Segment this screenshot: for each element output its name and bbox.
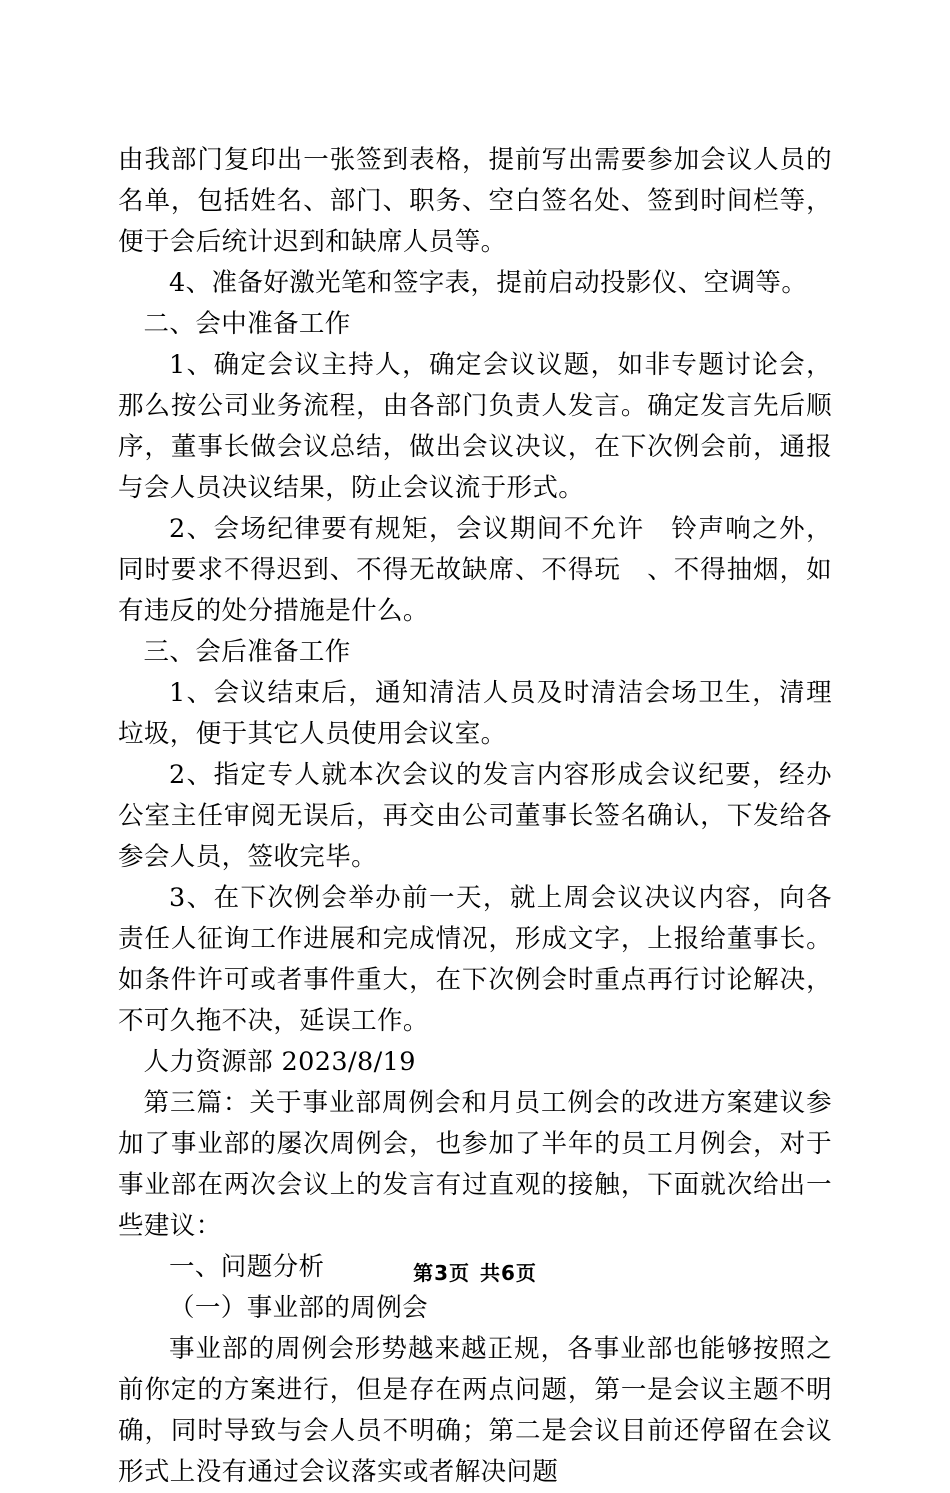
paragraph: 由我部门复印出一张签到表格，提前写出需要参加会议人员的名单，包括姓名、部门、职务、空白签名处、签到时间栏等，便于会后统计迟到和缺席人员等。 bbox=[118, 145, 832, 257]
signature-line: 人力资源部 2023/8/19 bbox=[143, 1047, 416, 1077]
paragraph: 第三篇：关于事业部周例会和月员工例会的改进方案建议参加了事业部的屡次周例会，也参加了半年的员工月例会，对于事业部在两次会议上的发言有过直观的接触，下面就次给出一些建议： bbox=[118, 1088, 832, 1241]
document-body bbox=[118, 140, 832, 1493]
paragraph: 3、在下次例会举办前一天，就上周会议决议内容，向各责任人征询工作进展和完成情况，形成文字，上报给董事长。如条件许可或者事件重大，在下次例会时重点再行讨论解决，不可久拖不决，延误工作。 bbox=[118, 883, 832, 1036]
section-heading: 一、问题分析 bbox=[169, 1252, 325, 1282]
footer-total-pages: 共6页 bbox=[480, 1261, 537, 1285]
paragraph: 4、准备好激光笔和签字表，提前启动投影仪、空调等。 bbox=[169, 268, 808, 298]
page-footer bbox=[0, 1257, 950, 1286]
paragraph: 2、指定专人就本次会议的发言内容形成会议纪要，经办公室主任审阅无误后，再交由公司董事长签名确认，下发给各参会人员，签收完毕。 bbox=[118, 760, 832, 872]
paragraph: 1、确定会议主持人，确定会议议题，如非专题讨论会，那么按公司业务流程，由各部门负责人发言。确定发言先后顺序，董事长做会议总结，做出会议决议，在下次例会前，通报与会人员决议结果，防止会议流于形式。 bbox=[118, 350, 832, 503]
footer-current-page: 第3页 bbox=[413, 1261, 470, 1285]
paragraph: 事业部的周例会形势越来越正规，各事业部也能够按照之前你定的方案进行，但是存在两点问题，第一是会议主题不明确，同时导致与会人员不明确；第二是会议目前还停留在会议形式上没有通过会议落实或者解决问题 bbox=[118, 1334, 832, 1487]
subsection-heading: （一）事业部的周例会 bbox=[169, 1293, 429, 1323]
section-heading: 二、会中准备工作 bbox=[143, 309, 351, 339]
section-heading: 三、会后准备工作 bbox=[143, 637, 351, 667]
paragraph: 1、会议结束后，通知清洁人员及时清洁会场卫生，清理垃圾，便于其它人员使用会议室。 bbox=[118, 678, 832, 749]
paragraph: 2、会场纪律要有规矩，会议期间不允许 铃声响之外，同时要求不得迟到、不得无故缺席、不得玩 、不得抽烟，如有违反的处分措施是什么。 bbox=[118, 514, 832, 626]
